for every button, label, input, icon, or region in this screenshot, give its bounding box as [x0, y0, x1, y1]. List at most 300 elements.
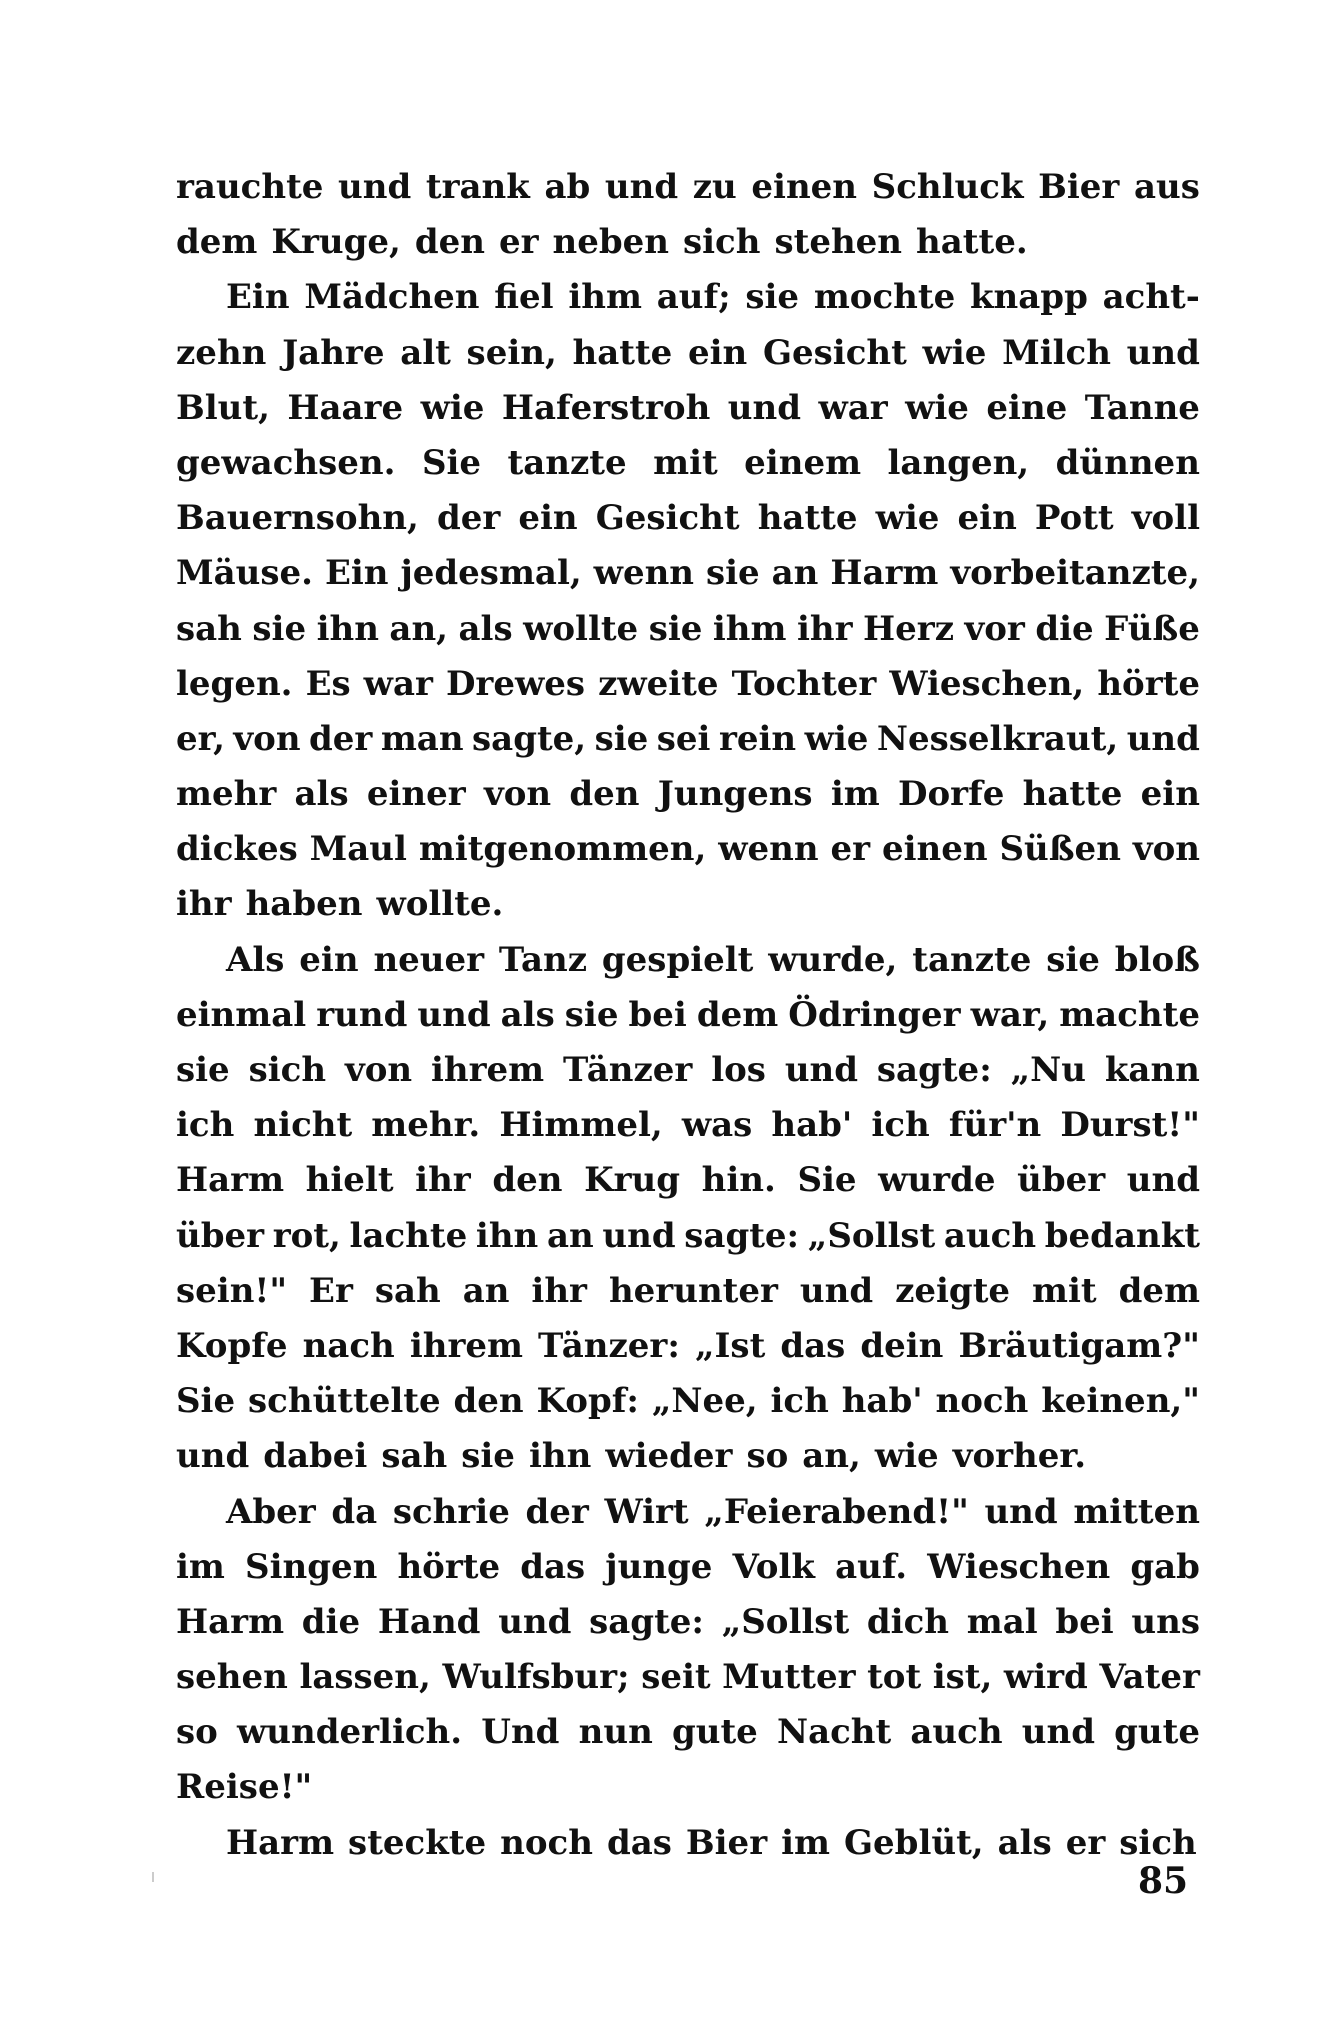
word: Bräutigam?"	[958, 1325, 1200, 1366]
word: und	[1126, 1160, 1200, 1201]
word: wieder	[605, 1436, 733, 1477]
word: wollte	[523, 608, 639, 649]
word: Tänzer:	[538, 1325, 680, 1366]
word: aus	[1133, 167, 1200, 207]
word: ihm	[712, 608, 787, 649]
word: und	[602, 1215, 676, 1256]
word: der	[525, 1491, 589, 1532]
word: mit	[1032, 1270, 1097, 1311]
word: sie	[176, 1050, 230, 1090]
word: wenn	[593, 553, 695, 594]
word: gab	[1130, 1546, 1200, 1587]
word: den	[569, 774, 640, 815]
word: lassen,	[299, 1657, 431, 1698]
text-line	[176, 933, 1200, 988]
word: bei	[1055, 1601, 1114, 1642]
word: sich	[682, 222, 761, 263]
word: der	[309, 718, 373, 759]
text-line	[176, 1816, 1200, 1871]
word: eine	[986, 387, 1068, 428]
word: los	[711, 1050, 766, 1090]
word: Herz	[863, 608, 955, 649]
word: und	[784, 1050, 859, 1090]
text-line	[176, 1153, 1200, 1208]
word: den	[492, 1160, 563, 1201]
text-line	[176, 988, 1200, 1043]
word: ein	[957, 498, 1017, 539]
word: Kopfe	[176, 1325, 288, 1366]
word: ihrem	[430, 1050, 545, 1090]
word: Drewes	[445, 663, 586, 704]
word: und	[417, 994, 491, 1035]
word: da	[331, 1491, 378, 1532]
word: hatte	[1022, 774, 1123, 815]
word: Harm	[176, 1601, 285, 1642]
word: „Feierabend!"	[704, 1491, 969, 1532]
word: die	[1035, 608, 1094, 649]
word: voll	[1131, 498, 1200, 539]
word: Bauernsohn,	[176, 498, 419, 539]
word: rund	[316, 994, 408, 1035]
word: sich	[248, 1050, 327, 1090]
word: Bier	[685, 1822, 768, 1863]
word: als	[458, 608, 513, 649]
text-line	[176, 546, 1200, 601]
word: wollte.	[376, 884, 504, 925]
word: ihn	[528, 1436, 592, 1477]
text-line	[176, 1098, 1200, 1153]
word: Mäuse.	[176, 553, 313, 594]
word: und	[799, 1270, 874, 1311]
word: mehr.	[371, 1105, 481, 1146]
word: Volk	[732, 1546, 815, 1587]
word: Nacht	[776, 1712, 892, 1753]
word: ihr	[796, 608, 853, 649]
word: ein	[688, 332, 748, 373]
word: tanzte	[912, 939, 1032, 980]
word: Mädchen	[304, 277, 480, 318]
word: wie	[874, 1436, 939, 1477]
text-line	[176, 657, 1200, 712]
word: Haare	[287, 387, 404, 428]
word: rot,	[272, 1215, 341, 1256]
word: Haferstroh	[501, 387, 711, 428]
word: an	[546, 1215, 594, 1256]
word: Kopf:	[536, 1381, 639, 1422]
word: sah	[374, 1270, 441, 1311]
word: sehen	[176, 1657, 288, 1698]
word: Blut,	[176, 387, 270, 428]
page-number: 85	[1138, 1860, 1189, 1902]
word: Tänzer	[563, 1050, 693, 1090]
word: neben	[552, 222, 669, 263]
word: Durst!"	[1060, 1105, 1200, 1146]
word: ein	[518, 498, 578, 539]
word: wie	[875, 498, 940, 539]
word: über	[1017, 1160, 1106, 1201]
word: Füße	[1104, 608, 1200, 649]
word: von	[1132, 829, 1200, 870]
text-line	[176, 1540, 1200, 1595]
text-line	[176, 1485, 1200, 1540]
word: einmal	[176, 994, 307, 1035]
word: und	[984, 1491, 1058, 1532]
word: sie	[705, 553, 760, 594]
word: gute	[1114, 1712, 1200, 1753]
word: wurde,	[768, 939, 898, 980]
word: einen	[751, 167, 858, 207]
word: stehen	[774, 222, 903, 263]
word: fiel	[494, 277, 554, 318]
word: Milch	[1002, 332, 1111, 373]
word: sie	[461, 1436, 515, 1477]
text-line	[176, 712, 1200, 767]
text-line	[176, 1429, 1200, 1484]
word: sagte:	[589, 1601, 704, 1642]
word: ihr	[176, 884, 232, 925]
word: sah	[381, 1436, 448, 1477]
word: Und	[481, 1712, 560, 1753]
word: vor	[964, 608, 1025, 649]
word: ich	[770, 1381, 829, 1422]
word: sagte,	[472, 718, 587, 759]
word: und	[176, 1436, 250, 1477]
word: sie	[1046, 939, 1100, 980]
word: sich	[1119, 1822, 1197, 1863]
word: vorher.	[952, 1436, 1087, 1477]
word: zehn	[176, 332, 267, 373]
word: hab'	[841, 1381, 923, 1422]
word: das	[780, 1325, 846, 1366]
word: wie	[804, 718, 869, 759]
word: einer	[366, 774, 466, 815]
word: sei	[656, 718, 711, 759]
word: vorbeitanzte,	[950, 553, 1200, 594]
word: hin.	[701, 1160, 776, 1201]
word: hatte	[757, 498, 858, 539]
word: zweite	[598, 663, 719, 704]
word: was	[681, 1105, 753, 1146]
word: er,	[176, 718, 225, 759]
word: Vater	[1099, 1657, 1200, 1698]
word: jedesmal,	[400, 553, 582, 594]
word: er	[498, 222, 539, 263]
text-line	[176, 215, 1200, 270]
word: von	[483, 774, 552, 815]
word: der	[436, 498, 501, 539]
word: hatte.	[916, 222, 1028, 263]
word: Kruge,	[271, 222, 401, 263]
word: schrie	[392, 1491, 510, 1532]
word: und	[727, 387, 801, 428]
word: einen	[881, 829, 988, 870]
word: war	[818, 387, 888, 428]
body-text	[176, 160, 1200, 1871]
word: kann	[1104, 1050, 1200, 1090]
word: gewachsen.	[176, 442, 396, 483]
word: Ein	[226, 277, 290, 318]
word: Tanne	[1084, 387, 1200, 428]
word: so	[176, 1712, 218, 1753]
word: auf.	[835, 1546, 908, 1587]
word: tanzte	[507, 442, 627, 483]
word: so	[746, 1436, 789, 1477]
word: wenn	[718, 829, 819, 870]
word: noch	[935, 1381, 1029, 1422]
word: an,	[802, 1436, 861, 1477]
word: hörte	[397, 1546, 501, 1587]
word: keinen,"	[1041, 1381, 1200, 1422]
word: dein	[860, 1325, 944, 1366]
text-line	[176, 381, 1200, 436]
word: Pott	[1034, 498, 1114, 539]
word: Sie	[176, 1381, 236, 1422]
word: sie	[745, 277, 800, 318]
word: bloß	[1114, 939, 1200, 980]
word: wie	[922, 332, 987, 373]
word: Süßen	[999, 829, 1121, 870]
word: dickes	[176, 829, 298, 870]
word: sein!"	[176, 1270, 288, 1311]
word: sie	[648, 608, 703, 649]
word: das	[606, 1822, 672, 1863]
word: Wirt	[604, 1491, 689, 1532]
word: ich	[176, 1105, 235, 1146]
word: zu	[692, 167, 737, 207]
word: ihn	[475, 1215, 539, 1256]
word: wurde	[878, 1160, 996, 1201]
word: dem	[1118, 1270, 1200, 1311]
word: „Nee,	[651, 1381, 758, 1422]
word: seit	[641, 1657, 711, 1698]
word: das	[520, 1546, 586, 1587]
word: Sie	[797, 1160, 857, 1201]
word: Ödringer	[788, 994, 961, 1035]
word: acht-	[1102, 277, 1200, 318]
word: sein,	[466, 332, 557, 373]
word: ein	[299, 939, 359, 980]
word: gute	[671, 1712, 758, 1753]
text-line	[176, 1374, 1200, 1429]
word: ist,	[932, 1657, 993, 1698]
word: einem	[744, 442, 862, 483]
word: er	[830, 829, 871, 870]
word: dabei	[263, 1436, 368, 1477]
word: „Sollst	[807, 1215, 936, 1256]
word: im	[781, 1822, 831, 1863]
word: sie	[594, 718, 649, 759]
word: und	[604, 167, 679, 207]
word: Himmel,	[499, 1105, 663, 1146]
word: Maul	[309, 829, 407, 870]
text-line	[176, 1705, 1200, 1760]
text-line	[176, 1264, 1200, 1319]
word: und	[338, 167, 412, 207]
word: langen,	[887, 442, 1030, 483]
word: sie	[252, 608, 307, 649]
word: hatte	[572, 332, 673, 373]
word: Wieschen	[927, 1546, 1111, 1587]
word: „Nu	[1010, 1050, 1086, 1090]
word: „Ist	[694, 1325, 766, 1366]
word: mitgenommen,	[418, 829, 707, 870]
word: Gesicht	[762, 332, 907, 373]
word: neuer	[373, 939, 485, 980]
word: trank	[425, 167, 530, 207]
word: bedankt	[1044, 1215, 1200, 1256]
word: herunter	[608, 1270, 778, 1311]
word: und	[498, 1601, 572, 1642]
text-line	[176, 270, 1200, 325]
word: an,	[389, 608, 449, 649]
word: an	[462, 1270, 510, 1311]
word: lachte	[349, 1215, 468, 1256]
word: sie	[564, 994, 619, 1035]
text-line	[176, 326, 1200, 381]
scan-speck	[152, 1872, 160, 1882]
word: als	[997, 1822, 1052, 1863]
text-line	[176, 1209, 1200, 1264]
word: Aber	[226, 1491, 316, 1532]
word: hielt	[305, 1160, 394, 1201]
text-line	[176, 1043, 1200, 1098]
word: hörte	[1097, 663, 1200, 704]
word: im	[830, 774, 880, 815]
word: wird	[1003, 1657, 1088, 1698]
word: auch	[910, 1712, 1003, 1753]
word: und	[1126, 718, 1200, 759]
word: ihm	[568, 277, 642, 318]
word: legen.	[176, 663, 293, 704]
word: Es	[305, 663, 351, 704]
word: nach	[302, 1325, 395, 1366]
word: ihrem	[409, 1325, 523, 1366]
word: Als	[226, 939, 285, 980]
word: haben	[245, 884, 363, 925]
word: sah	[176, 608, 242, 649]
text-line	[176, 436, 1200, 491]
word: mehr	[176, 774, 277, 815]
word: „Sollst	[721, 1601, 850, 1642]
word: Harm	[830, 553, 939, 594]
word: Ein	[324, 553, 389, 594]
word: rauchte	[176, 167, 324, 207]
word: auf;	[656, 277, 731, 318]
word: Er	[309, 1270, 353, 1311]
word: auch	[943, 1215, 1037, 1256]
word: den	[414, 222, 485, 263]
text-line	[176, 1319, 1200, 1374]
word: ihr	[415, 1160, 471, 1201]
word: ich	[871, 1105, 930, 1146]
word: rein	[718, 718, 797, 759]
text-line	[176, 877, 1200, 932]
word: man	[380, 718, 464, 759]
word: Sie	[421, 442, 482, 483]
word: dünnen	[1055, 442, 1200, 483]
word: Harm	[176, 1160, 285, 1201]
word: Hand	[377, 1601, 481, 1642]
text-line	[176, 160, 1200, 215]
word: für'n	[948, 1105, 1042, 1146]
word: wunderlich.	[237, 1712, 463, 1753]
word: Reise!"	[176, 1767, 313, 1808]
word: dem	[696, 994, 779, 1035]
word: Mutter	[722, 1657, 856, 1698]
text-line	[176, 491, 1200, 546]
word: ihr	[531, 1270, 587, 1311]
word: Schluck	[871, 167, 1024, 207]
word: Tochter	[731, 663, 877, 704]
word: als	[294, 774, 349, 815]
word: wie	[420, 387, 485, 428]
word: war,	[970, 994, 1050, 1035]
text-line	[176, 1760, 1200, 1815]
word: tot	[867, 1657, 922, 1698]
word: knapp	[970, 277, 1088, 318]
word: mal	[966, 1601, 1038, 1642]
word: schüttelte	[248, 1381, 441, 1422]
word: den	[453, 1381, 524, 1422]
word: Krug	[584, 1160, 681, 1201]
word: Gesicht	[595, 498, 740, 539]
word: an	[771, 553, 819, 594]
word: Dorfe	[898, 774, 1005, 815]
word: zeigte	[895, 1270, 1011, 1311]
word: Nesselkraut,	[876, 718, 1119, 759]
word: mochte	[813, 277, 956, 318]
word: über	[176, 1215, 265, 1256]
word: junge	[605, 1546, 713, 1587]
word: sagte:	[684, 1215, 800, 1256]
word: Wieschen,	[889, 663, 1085, 704]
word: nicht	[253, 1105, 353, 1146]
word: und	[1126, 332, 1200, 373]
word: mitten	[1073, 1491, 1200, 1532]
word: als	[500, 994, 555, 1035]
word: er	[1065, 1822, 1106, 1863]
word: alt	[400, 332, 451, 373]
word: noch	[500, 1822, 593, 1863]
word: von	[233, 718, 301, 759]
word: bei	[628, 994, 687, 1035]
text-line	[176, 1650, 1200, 1705]
word: Jungens	[657, 774, 813, 815]
word: gespielt	[601, 939, 754, 980]
text-line	[176, 1595, 1200, 1650]
text-line	[176, 767, 1200, 822]
word: Geblüt,	[844, 1822, 984, 1863]
word: die	[301, 1601, 361, 1642]
word: nun	[578, 1712, 653, 1753]
word: mit	[653, 442, 718, 483]
word: sagte:	[876, 1050, 992, 1090]
text-line	[176, 822, 1200, 877]
word: dich	[866, 1601, 949, 1642]
word: dem	[176, 222, 258, 263]
word: ab	[544, 167, 591, 207]
word: hab'	[771, 1105, 853, 1146]
word: Singen	[245, 1546, 378, 1587]
word: uns	[1131, 1601, 1200, 1642]
word: Wulfsbur;	[442, 1657, 630, 1698]
word: machte	[1059, 994, 1200, 1035]
word: steckte	[348, 1822, 487, 1863]
word: Tanz	[498, 939, 588, 980]
word: wie	[905, 387, 969, 428]
word: von	[344, 1050, 413, 1090]
word: Harm	[226, 1822, 335, 1863]
